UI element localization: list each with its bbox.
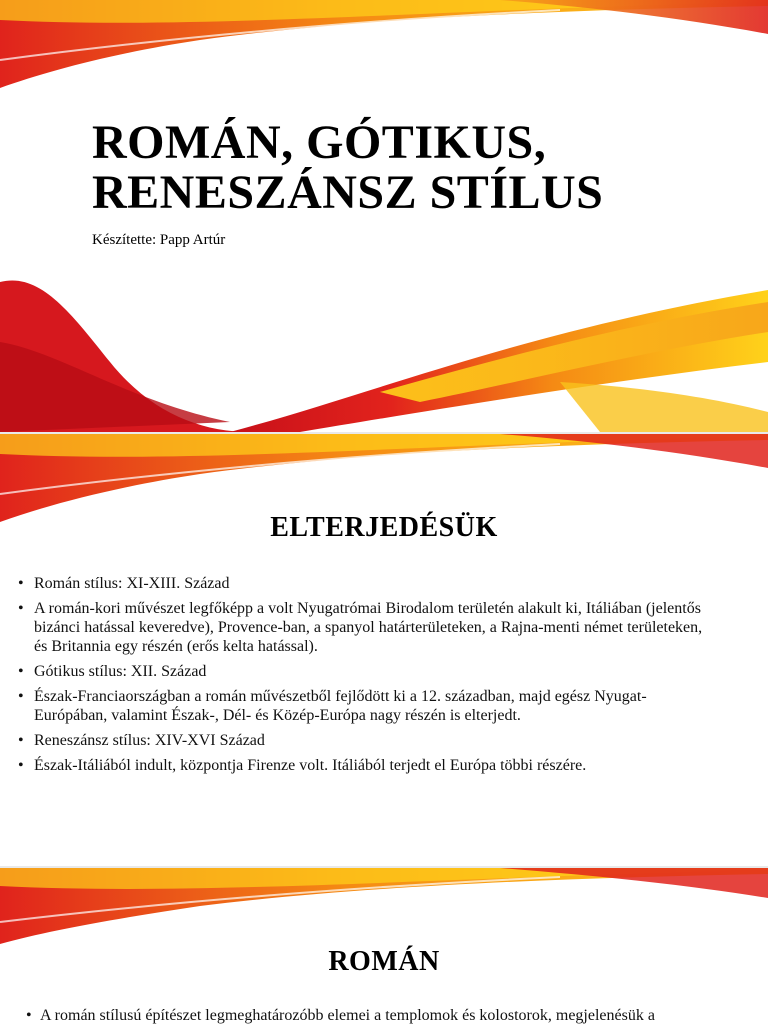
bullet-glyph: • bbox=[18, 575, 24, 592]
bullet-glyph: • bbox=[26, 1007, 32, 1024]
list-item: • Gótikus stílus: XII. Század bbox=[18, 663, 207, 680]
slide-heading: ELTERJEDÉSÜK bbox=[270, 512, 498, 543]
spread-slide bbox=[0, 434, 768, 866]
bullet-list bbox=[18, 1006, 768, 1024]
list-item: • Észak-Itáliából indult, központja Firenze volt. Itáliából terjedt el Európa többi részére. bbox=[18, 757, 587, 774]
list-item: • Észak-Franciaországban a román művészetből fejlődött ki a 12. században, majd egész Nyugat-Európában, valamint Észak-, Dél- és Közép-Európa nagy részén is elterjedt. bbox=[18, 688, 647, 724]
top-wave-decoration bbox=[0, 0, 768, 100]
list-item: • Reneszánsz stílus: XIV-XVI Század bbox=[18, 732, 265, 749]
bullet-glyph: • bbox=[18, 688, 24, 705]
list-item: • A román-kori művészet legfőképp a volt Nyugatrómai Birodalom területén alakult ki, Itáliában (jelentős bizánci hatással keveredve), Provence-ban, a spanyol határterületeken, a Rajna-menti német területeken, és Britannia egy részén (erős kelta hatással). bbox=[18, 600, 703, 655]
bottom-wave-decoration bbox=[0, 272, 768, 432]
roman-slide bbox=[0, 868, 768, 1024]
author-line: Készítette: Papp Artúr bbox=[92, 232, 226, 248]
bullet-glyph: • bbox=[18, 663, 24, 680]
slide-heading: ROMÁN bbox=[328, 946, 440, 977]
bullet-glyph: • bbox=[18, 732, 24, 749]
title-slide bbox=[0, 0, 768, 432]
list-item: • A román stílusú építészet legmeghatározóbb elemei a templomok és kolostorok, megjelenésük a bbox=[26, 1007, 655, 1024]
presentation-title bbox=[92, 118, 603, 218]
title-line-1: ROMÁN, GÓTIKUS, bbox=[92, 116, 547, 169]
top-wave-decoration bbox=[0, 868, 768, 958]
list-item: • Román stílus: XI-XIII. Század bbox=[18, 575, 230, 592]
title-line-2: RENESZÁNSZ STÍLUS bbox=[92, 166, 604, 219]
bullet-glyph: • bbox=[18, 600, 24, 617]
bullet-list bbox=[18, 574, 718, 781]
bullet-glyph: • bbox=[18, 757, 24, 774]
